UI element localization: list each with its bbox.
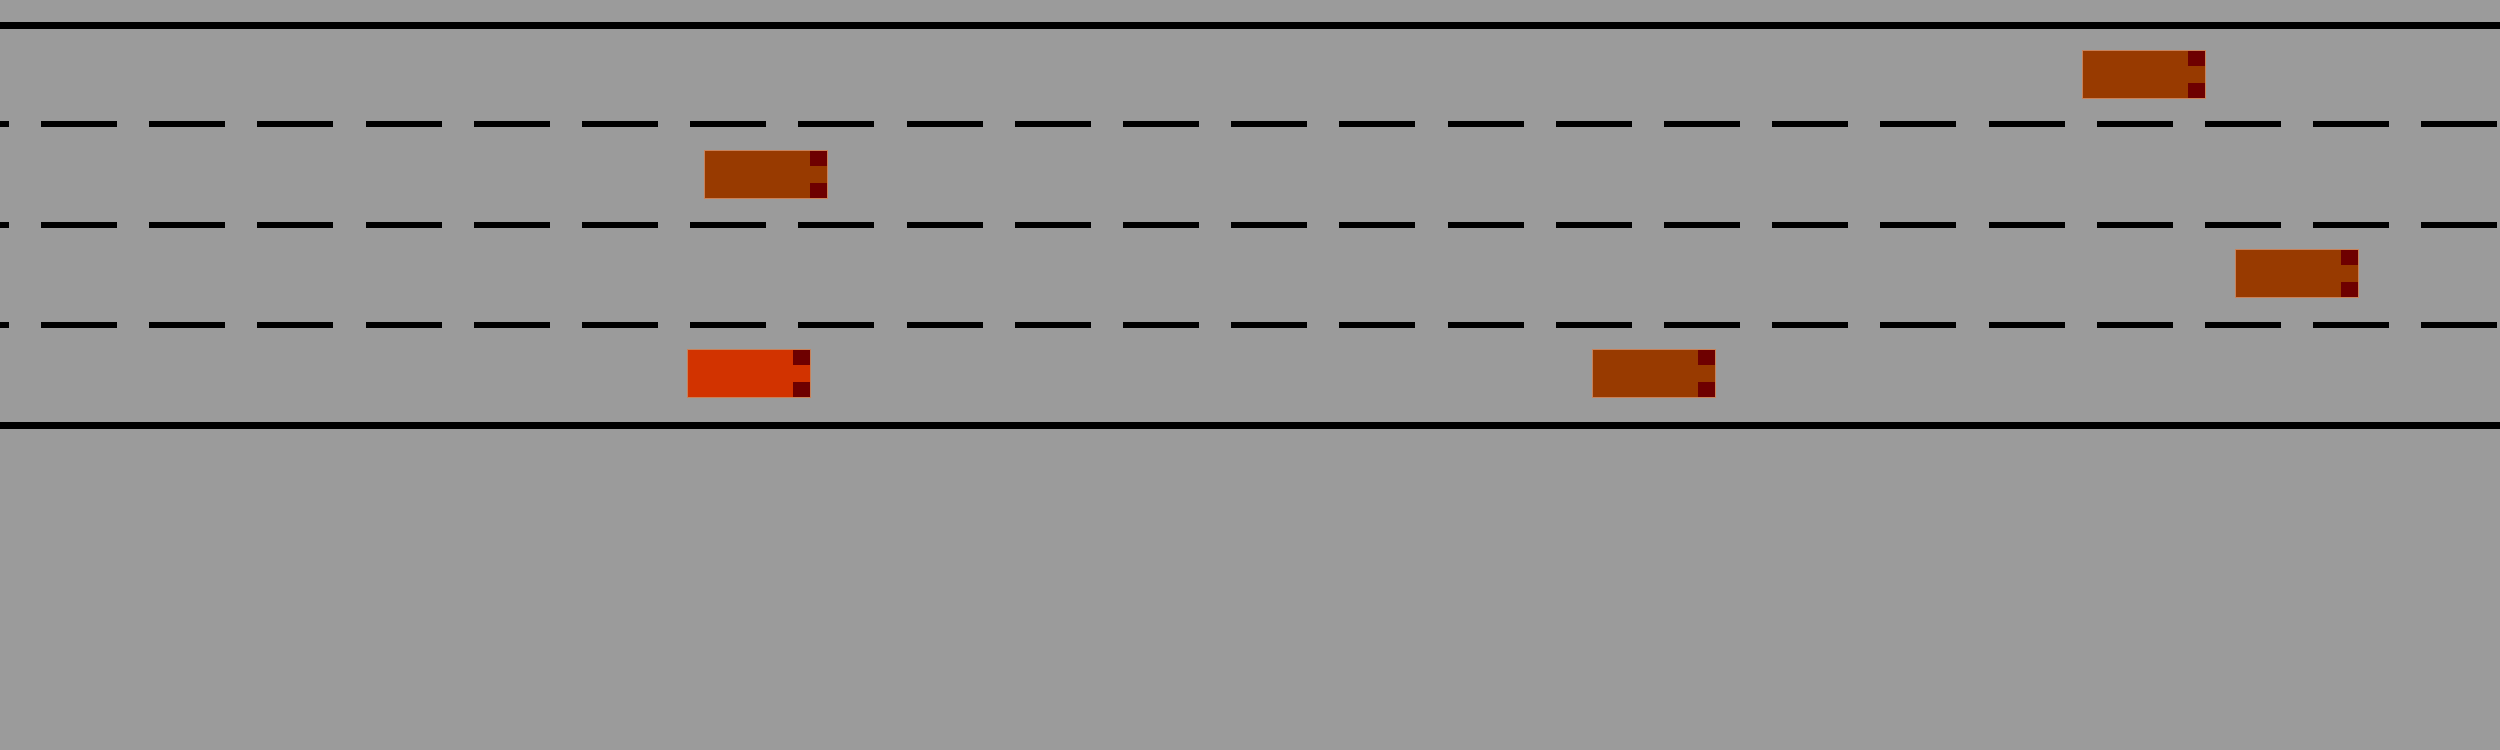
lane-dash bbox=[1880, 121, 1956, 127]
lane-dash bbox=[2097, 121, 2173, 127]
lane-dash bbox=[1015, 121, 1091, 127]
lane-dash bbox=[2313, 322, 2389, 328]
tail-light-icon bbox=[2188, 51, 2205, 66]
lane-dash bbox=[1448, 121, 1524, 127]
lane-dash bbox=[1664, 322, 1740, 328]
lane-dash bbox=[149, 322, 225, 328]
lane-dash bbox=[2205, 222, 2281, 228]
lane-dash bbox=[474, 222, 550, 228]
tail-light-icon bbox=[2188, 83, 2205, 98]
lane-dash bbox=[2205, 322, 2281, 328]
lane-dash bbox=[1339, 222, 1415, 228]
lane-dash bbox=[366, 322, 442, 328]
tail-light-icon bbox=[810, 151, 827, 166]
lane-dash bbox=[2097, 222, 2173, 228]
lane-dash bbox=[582, 121, 658, 127]
lane-dash bbox=[1989, 121, 2065, 127]
tail-light-icon bbox=[1698, 382, 1715, 397]
tail-light-icon bbox=[793, 382, 810, 397]
lane-dash bbox=[2313, 121, 2389, 127]
lane-dash bbox=[41, 121, 117, 127]
tail-light-icon bbox=[810, 183, 827, 198]
lane-dash bbox=[690, 322, 766, 328]
road-bottom-edge bbox=[0, 422, 2500, 429]
tail-light-icon bbox=[2341, 282, 2358, 297]
lane-dash bbox=[257, 322, 333, 328]
tail-light-icon bbox=[1698, 350, 1715, 365]
lane-dash bbox=[474, 322, 550, 328]
lane-dash bbox=[1772, 121, 1848, 127]
lane-dash bbox=[2313, 222, 2389, 228]
lane-dash bbox=[1989, 222, 2065, 228]
lane-dash bbox=[149, 121, 225, 127]
lane-dash bbox=[582, 222, 658, 228]
vehicle-car-4 bbox=[1592, 349, 1716, 398]
road-top-edge bbox=[0, 22, 2500, 29]
lane-dash bbox=[1989, 322, 2065, 328]
tail-light-icon bbox=[793, 350, 810, 365]
lane-dash bbox=[1123, 322, 1199, 328]
lane-dash bbox=[2421, 121, 2497, 127]
lane-dash bbox=[1556, 322, 1632, 328]
lane-dash bbox=[1339, 121, 1415, 127]
lane-dash bbox=[1448, 222, 1524, 228]
lane-dash bbox=[2421, 222, 2497, 228]
lane-dash bbox=[1231, 322, 1307, 328]
lane-dash bbox=[1015, 222, 1091, 228]
lane-dash bbox=[0, 222, 9, 228]
lane-dash bbox=[690, 121, 766, 127]
lane-dash bbox=[1664, 121, 1740, 127]
lane-dash bbox=[1231, 222, 1307, 228]
lane-dash bbox=[0, 322, 9, 328]
lane-dash bbox=[1880, 322, 1956, 328]
lane-dash bbox=[257, 222, 333, 228]
lane-dash bbox=[2205, 121, 2281, 127]
lane-dash bbox=[1339, 322, 1415, 328]
tail-light-icon bbox=[2341, 250, 2358, 265]
lane-dash bbox=[1123, 121, 1199, 127]
lane-dash bbox=[1015, 322, 1091, 328]
lane-dash bbox=[690, 222, 766, 228]
lane-dash bbox=[1772, 222, 1848, 228]
lane-divider-3 bbox=[0, 322, 2500, 328]
vehicle-car-3 bbox=[2235, 249, 2359, 298]
vehicle-car-1 bbox=[2082, 50, 2206, 99]
lane-dash bbox=[474, 121, 550, 127]
lane-dash bbox=[907, 222, 983, 228]
lane-dash bbox=[1448, 322, 1524, 328]
lane-dash bbox=[257, 121, 333, 127]
lane-dash bbox=[1772, 322, 1848, 328]
lane-dash bbox=[149, 222, 225, 228]
lane-dash bbox=[2097, 322, 2173, 328]
lane-dash bbox=[1664, 222, 1740, 228]
vehicle-car-2 bbox=[704, 150, 828, 199]
ego-vehicle bbox=[687, 349, 811, 398]
lane-dash bbox=[0, 121, 9, 127]
lane-dash bbox=[907, 322, 983, 328]
lane-dash bbox=[366, 222, 442, 228]
lane-dash bbox=[582, 322, 658, 328]
lane-dash bbox=[907, 121, 983, 127]
lane-dash bbox=[798, 121, 874, 127]
lane-dash bbox=[1123, 222, 1199, 228]
lane-dash bbox=[41, 222, 117, 228]
lane-dash bbox=[798, 222, 874, 228]
lane-dash bbox=[1556, 121, 1632, 127]
lane-dash bbox=[366, 121, 442, 127]
lane-dash bbox=[2421, 322, 2497, 328]
lane-dash bbox=[798, 322, 874, 328]
lane-dash bbox=[1231, 121, 1307, 127]
lane-dash bbox=[1880, 222, 1956, 228]
lane-dash bbox=[1556, 222, 1632, 228]
lane-divider-2 bbox=[0, 222, 2500, 228]
lane-divider-1 bbox=[0, 121, 2500, 127]
lane-dash bbox=[41, 322, 117, 328]
